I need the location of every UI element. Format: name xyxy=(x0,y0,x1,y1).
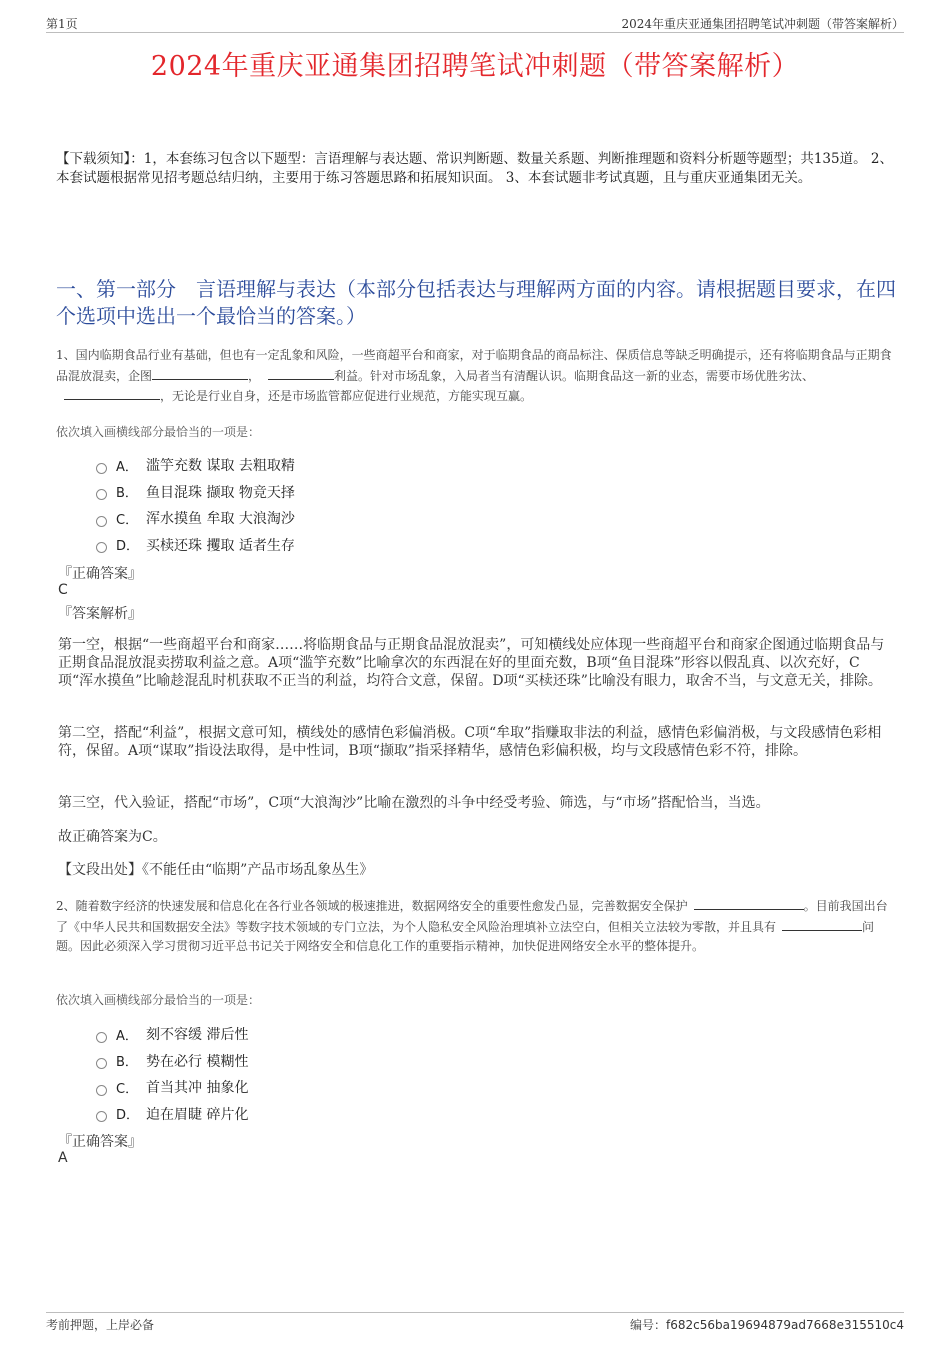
radio-icon[interactable] xyxy=(96,542,107,553)
option-a[interactable]: A． 刻不容缓 滞后性 xyxy=(96,1021,248,1048)
analysis-conclusion: 故正确答案为C。 xyxy=(58,829,167,845)
page-footer xyxy=(46,1312,904,1333)
radio-icon[interactable] xyxy=(96,516,107,527)
correct-answer-label: 『正确答案』 xyxy=(58,566,142,582)
passage-source: 【文段出处】《不能任由“临期”产品市场乱象丛生》 xyxy=(58,862,374,878)
download-notice: 【下载须知】：1，本套练习包含以下题型：言语理解与表达题、常识判断题、数量关系题、判断推理题和资料分析题等题型；共135道。 2、本套试题根据常见招考题总结归纳，主要用于练习答题思路和拓展知识面。 3、本套试题非考试真题，且与重庆亚通集团无关。 xyxy=(56,151,893,186)
radio-icon[interactable] xyxy=(96,1111,107,1122)
question-1-stem: 1、国内临期食品行业有基础，但也有一定乱象和风险，一些商超平台和商家，对于临期食品的商品标注、保质信息等缺乏明确提示，还有将临期食品与正期食品混放混卖，企图 ， 利益。针对市场乱象，入局者当有清醒认识。临期食品这一新的业态，需要市场优胜劣汰、，无论是行业自身，还是市场监管都应促进行业规范，方能实现互赢。 xyxy=(56,348,892,403)
option-b[interactable]: B． 鱼目混珠 撷取 物竞天择 xyxy=(96,479,295,506)
option-d[interactable]: D． 迫在眉睫 碎片化 xyxy=(96,1101,248,1128)
radio-icon[interactable] xyxy=(96,1058,107,1069)
question-2-stem: 2、随着数字经济的快速发展和信息化在各行业各领域的极速推进，数据网络安全的重要性愈发凸显，完善数据安全保护 。目前我国出台了《中华人民共和国数据安全法》等数字技术领域的专门立法，为个人隐私安全风险治理填补立法空白，但相关立法较为零散，并且具有 问题。因此必须深入学习贯彻习近平总书记关于网络安全和信息化工作的重要指示精神，加快促进网络安全水平的整体提升。 xyxy=(56,896,894,957)
option-b[interactable]: B． 势在必行 模糊性 xyxy=(96,1048,248,1075)
footer-slogan: 考前押题，上岸必备 xyxy=(46,1318,155,1332)
correct-answer-label: 『正确答案』 xyxy=(58,1134,142,1150)
option-c[interactable]: C． 首当其冲 抽象化 xyxy=(96,1074,248,1101)
fill-blank xyxy=(694,896,804,910)
option-c[interactable]: C． 浑水摸鱼 牟取 大浪淘沙 xyxy=(96,505,295,532)
question-2-prompt: 依次填入画横线部分最恰当的一项是： xyxy=(56,993,261,1007)
header-doc-title: 2024年重庆亚通集团招聘笔试冲刺题（带答案解析） xyxy=(621,17,904,31)
analysis-paragraph: 第二空，搭配“利益”，根据文意可知，横线处的感情色彩偏消极。C项“牟取”指赚取非法的利益，感情色彩偏消极，与文段感情色彩相符，保留。A项“谋取”指设法取得，是中性词，B项“撷取”指采择精华，感情色彩偏积极，均与文段感情色彩不符，排除。 xyxy=(58,725,882,759)
radio-icon[interactable] xyxy=(96,1032,107,1043)
option-d[interactable]: D． 买椟还珠 攫取 适者生存 xyxy=(96,532,295,559)
fill-blank xyxy=(782,917,862,931)
question-1-options xyxy=(96,452,295,558)
option-a[interactable]: A． 滥竽充数 谋取 去粗取精 xyxy=(96,452,295,479)
fill-blank xyxy=(152,366,248,380)
page-number: 第1页 xyxy=(46,17,78,31)
correct-answer: C xyxy=(58,582,68,598)
question-1-prompt: 依次填入画横线部分最恰当的一项是： xyxy=(56,425,261,439)
analysis-label: 『答案解析』 xyxy=(58,606,142,622)
page-header xyxy=(46,14,904,33)
section-heading: 一、第一部分 言语理解与表达（本部分包括表达与理解两方面的内容。请根据题目要求，在四个选项中选出一个最恰当的答案。） xyxy=(56,277,896,328)
analysis-paragraph: 第三空，代入验证，搭配“市场”，C项“大浪淘沙”比喻在激烈的斗争中经受考验、筛选，与“市场”搭配恰当，当选。 xyxy=(58,795,770,811)
radio-icon[interactable] xyxy=(96,463,107,474)
analysis-paragraph: 第一空，根据“一些商超平台和商家……将临期食品与正期食品混放混卖”，可知横线处应体现一些商超平台和商家企图通过临期食品与正期食品混放混卖捞取利益之意。A项“滥竽充数”比喻拿次的东西混在好的里面充数，B项“鱼目混珠”形容以假乱真、以次充好，C项“浑水摸鱼”比喻趁混乱时机获取不正当的利益，均符合文意，保留。D项“买椟还珠”比喻没有眼力，取舍不当，与文意无关，排除。 xyxy=(58,637,885,689)
fill-blank xyxy=(268,366,334,380)
document-id: 编号：f682c56ba19694879ad7668e315510c4 xyxy=(630,1318,904,1332)
fill-blank xyxy=(64,386,160,400)
document-title: 2024年重庆亚通集团招聘笔试冲刺题（带答案解析） xyxy=(150,51,800,82)
radio-icon[interactable] xyxy=(96,489,107,500)
question-2-options xyxy=(96,1021,248,1127)
correct-answer: A xyxy=(58,1150,68,1166)
radio-icon[interactable] xyxy=(96,1085,107,1096)
